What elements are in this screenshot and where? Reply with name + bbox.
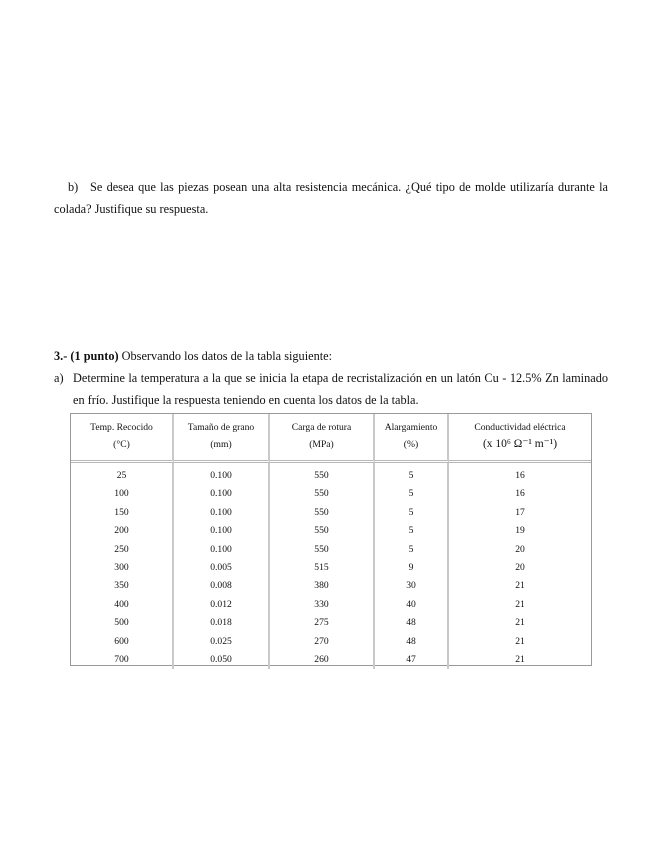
- table-cell: 5: [375, 522, 449, 540]
- table-cell: 270: [270, 633, 375, 651]
- table-cell: 0.008: [174, 577, 270, 595]
- table-row: [71, 651, 591, 669]
- part-b-label: b): [68, 180, 79, 194]
- table-cell: 150: [71, 504, 174, 522]
- table-cell: 0.012: [174, 596, 270, 614]
- table-cell: 0.025: [174, 633, 270, 651]
- part-b-paragraph: [54, 176, 608, 220]
- part-a-text: Determine la temperatura a la que se inicia la etapa de recristalización en un latón Cu - 12.5% Zn laminado en frío. Justifique la respuesta teniendo en cuenta los datos de la tabla.: [73, 371, 608, 407]
- question-3-heading: [54, 345, 608, 367]
- table-cell: 30: [375, 577, 449, 595]
- part-a-paragraph: [54, 367, 608, 411]
- table-cell: 0.005: [174, 559, 270, 577]
- table-cell: 48: [375, 614, 449, 632]
- table-cell: 20: [515, 562, 525, 574]
- table-cell: 500: [71, 614, 174, 632]
- table-cell: 0.100: [174, 485, 270, 503]
- table-row: [71, 559, 591, 577]
- table-row: [71, 633, 591, 651]
- table-row: [71, 463, 591, 485]
- table-cell: 0.018: [174, 614, 270, 632]
- table-row: [71, 522, 591, 540]
- header-tensile-load: Carga de rotura (MPa): [270, 414, 375, 463]
- table-cell: 550: [270, 485, 375, 503]
- table-cell: 48: [375, 633, 449, 651]
- header-temp: Temp. Recocido (°C): [71, 414, 174, 463]
- table-cell: 700: [71, 651, 174, 669]
- table-row: [71, 541, 591, 559]
- question-3-intro: Observando los datos de la tabla siguiente:: [118, 349, 333, 363]
- table-cell: 5: [375, 504, 449, 522]
- table-cell: 5: [375, 485, 449, 503]
- data-table: [71, 414, 591, 669]
- table-cell: 550: [270, 522, 375, 540]
- table-cell: 350: [71, 577, 174, 595]
- table-cell: 21: [515, 580, 525, 592]
- table-row: [71, 577, 591, 595]
- part-b-text: Se desea que las piezas posean una alta resistencia mecánica. ¿Qué tipo de molde utilizaría durante la colada? Justifique su respuesta.: [54, 180, 608, 216]
- table-cell: 20: [515, 543, 525, 555]
- header-conductivity: Conductividad eléctrica (x 10⁶ Ω⁻¹ m⁻¹): [449, 414, 591, 463]
- table-cell: 40: [375, 596, 449, 614]
- table-cell: 250: [71, 541, 174, 559]
- table-cell: 200: [71, 522, 174, 540]
- part-a-label: a): [54, 371, 64, 385]
- header-grain-size: Tamaño de grano (mm): [174, 414, 270, 463]
- table-cell: 600: [71, 633, 174, 651]
- table-row: [71, 485, 591, 503]
- annealing-data-table: [70, 413, 592, 666]
- question-3-number: 3.- (1 punto): [54, 349, 119, 363]
- table-cell: 21: [515, 617, 525, 629]
- table-cell: 400: [71, 596, 174, 614]
- table-cell: 0.100: [174, 504, 270, 522]
- table-row: [71, 596, 591, 614]
- table-cell: 260: [270, 651, 375, 669]
- table-cell: 0.100: [174, 463, 270, 485]
- table-row: [71, 614, 591, 632]
- table-cell: 17: [515, 506, 525, 518]
- table-cell: 0.100: [174, 541, 270, 559]
- table-cell: 275: [270, 614, 375, 632]
- table-cell: 47: [375, 651, 449, 669]
- header-elongation: Alargamiento (%): [375, 414, 449, 463]
- table-cell: 330: [270, 596, 375, 614]
- table-header-row: [71, 414, 591, 463]
- table-cell: 25: [71, 463, 174, 485]
- table-cell: 515: [270, 559, 375, 577]
- table-cell: 5: [375, 463, 449, 485]
- table-cell: 21: [515, 635, 525, 647]
- table-cell: 300: [71, 559, 174, 577]
- table-body: [71, 463, 591, 669]
- table-cell: 550: [270, 541, 375, 559]
- table-cell: 16: [515, 470, 525, 481]
- table-cell: 550: [270, 463, 375, 485]
- table-cell: 0.050: [174, 651, 270, 669]
- table-cell: 5: [375, 541, 449, 559]
- table-cell: 9: [375, 559, 449, 577]
- table-cell: 21: [515, 654, 525, 666]
- table-cell: 380: [270, 577, 375, 595]
- table-cell: 19: [515, 525, 525, 537]
- table-cell: 21: [515, 598, 525, 610]
- table-row: [71, 504, 591, 522]
- table-cell: 100: [71, 485, 174, 503]
- table-cell: 550: [270, 504, 375, 522]
- table-cell: 16: [515, 488, 525, 500]
- table-cell: 0.100: [174, 522, 270, 540]
